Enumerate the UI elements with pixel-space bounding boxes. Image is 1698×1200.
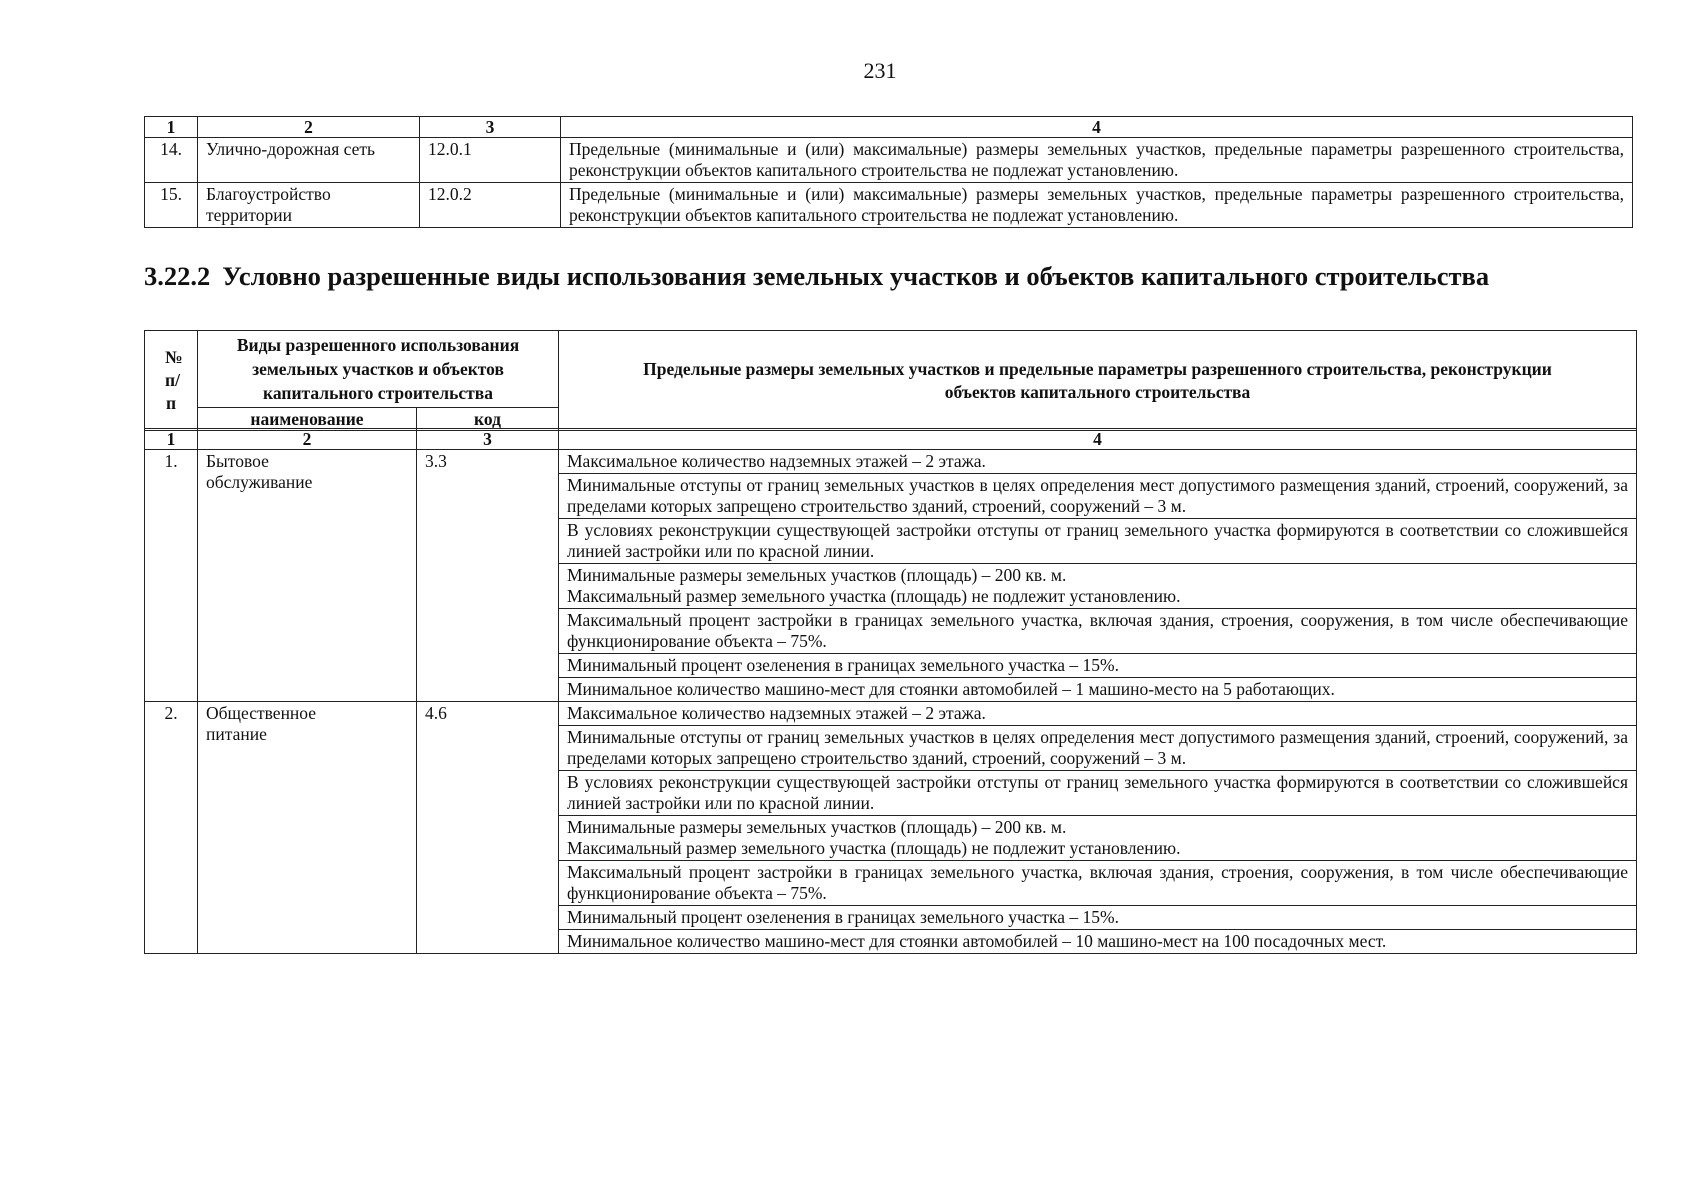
parameter-item: Минимальное количество машино-мест для стоянки автомобилей – 1 машино-место на 5 работающих. (559, 678, 1637, 702)
table-row (145, 183, 1633, 228)
header-parameters: Предельные размеры земельных участков и предельные параметры разрешенного строительства, реконструкции объектов капитального строительства (559, 331, 1637, 431)
use-name: Общественное питание (198, 702, 417, 954)
table-row (145, 450, 1637, 474)
section-heading (144, 261, 1664, 292)
column-number-row (145, 117, 1633, 138)
parameter-item: Максимальное количество надземных этажей – 2 этажа. (559, 450, 1637, 474)
parameter-line: Максимальный размер земельного участка (площадь) не подлежит установлению. (567, 586, 1181, 606)
parameter-item: В условиях реконструкции существующей застройки отступы от границ земельного участка формируются в соответствии со сложившейся линией застройки или по красной линии. (559, 771, 1637, 816)
header-code: код (417, 408, 559, 431)
use-name: Бытовое обслуживание (198, 450, 417, 702)
row-number: 15. (145, 183, 198, 228)
parameter-item: Максимальное количество надземных этажей – 2 этажа. (559, 702, 1637, 726)
parameter-line: Минимальные размеры земельных участков (площадь) – 200 кв. м. (567, 565, 1067, 585)
header-number: № п/п (145, 331, 198, 431)
col-number: 1 (145, 429, 198, 450)
column-number-row (145, 429, 1637, 450)
use-name: Улично-дорожная сеть (198, 138, 420, 183)
col-number: 2 (198, 117, 420, 138)
use-code: 12.0.2 (420, 183, 561, 228)
row-number: 1. (145, 450, 198, 702)
table-row (145, 702, 1637, 726)
parameter-item: Минимальные отступы от границ земельных участков в целях определения мест допустимого размещения зданий, строений, сооружений, за пределами которых запрещено строительство зданий, строений, сооружений – 3 м. (559, 726, 1637, 771)
row-number: 14. (145, 138, 198, 183)
parameter-item (559, 816, 1637, 861)
use-code: 3.3 (417, 450, 559, 702)
header-uses-group: Виды разрешенного использования земельных участков и объектов капитального строительства (198, 331, 559, 408)
header-name: наименование (198, 408, 417, 431)
continuation-table (144, 116, 1633, 228)
col-number: 4 (559, 429, 1637, 450)
use-code: 4.6 (417, 702, 559, 954)
section-number: 3.22.2 (144, 261, 211, 291)
col-number: 3 (420, 117, 561, 138)
parameter-text: Предельные (минимальные и (или) максимальные) размеры земельных участков, предельные параметры разрешенного строительства, реконструкции объектов капитального строительства не подлежат установлению. (561, 138, 1633, 183)
parameter-item: В условиях реконструкции существующей застройки отступы от границ земельного участка формируются в соответствии со сложившейся линией застройки или по красной линии. (559, 519, 1637, 564)
page-number: 231 (863, 58, 897, 83)
parameter-line: Максимальный размер земельного участка (площадь) не подлежит установлению. (567, 838, 1181, 858)
parameter-item: Минимальный процент озеленения в границах земельного участка – 15%. (559, 654, 1637, 678)
col-number: 1 (145, 117, 198, 138)
parameter-line: Минимальные размеры земельных участков (площадь) – 200 кв. м. (567, 817, 1067, 837)
parameter-item (559, 564, 1637, 609)
conditional-uses-table-header (144, 330, 1637, 431)
row-number: 2. (145, 702, 198, 954)
conditional-uses-table (144, 428, 1637, 954)
use-code: 12.0.1 (420, 138, 561, 183)
col-number: 3 (417, 429, 559, 450)
parameter-item: Минимальное количество машино-мест для стоянки автомобилей – 10 машино-мест на 100 посадочных мест. (559, 930, 1637, 954)
parameter-item: Максимальный процент застройки в границах земельного участка, включая здания, строения, сооружения, в том числе обеспечивающие функционирование объекта – 75%. (559, 609, 1637, 654)
use-name: Благоустройство территории (198, 183, 420, 228)
col-number: 4 (561, 117, 1633, 138)
parameter-text: Предельные (минимальные и (или) максимальные) размеры земельных участков, предельные параметры разрешенного строительства, реконструкции объектов капитального строительства не подлежат установлению. (561, 183, 1633, 228)
table-row (145, 138, 1633, 183)
parameter-item: Минимальные отступы от границ земельных участков в целях определения мест допустимого размещения зданий, строений, сооружений, за пределами которых запрещено строительство зданий, строений, сооружений – 3 м. (559, 474, 1637, 519)
parameter-item: Максимальный процент застройки в границах земельного участка, включая здания, строения, сооружения, в том числе обеспечивающие функционирование объекта – 75%. (559, 861, 1637, 906)
col-number: 2 (198, 429, 417, 450)
parameter-item: Минимальный процент озеленения в границах земельного участка – 15%. (559, 906, 1637, 930)
section-title-text: Условно разрешенные виды использования земельных участков и объектов капитального строительства (222, 261, 1490, 291)
